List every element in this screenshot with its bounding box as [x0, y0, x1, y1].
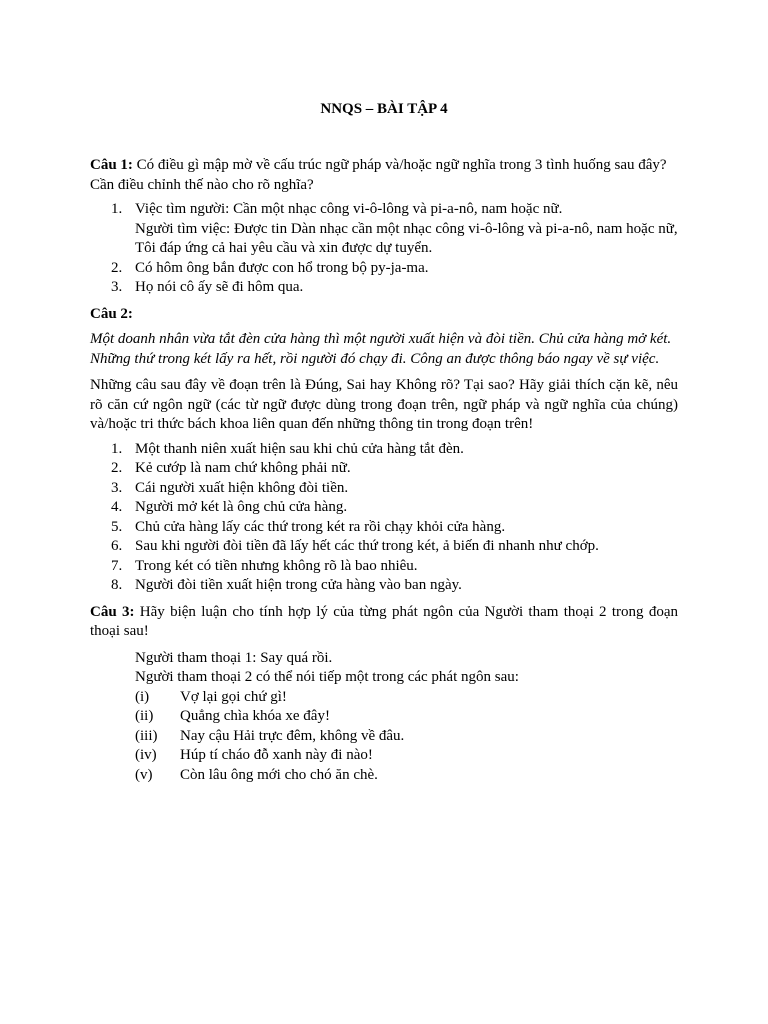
list-number: 3. [111, 479, 123, 496]
list-number: 4. [111, 499, 123, 515]
question-1-text: Có điều gì mập mờ về cấu trúc ngữ pháp và/hoặc ngữ nghĩa trong 3 tình huống sau đây? Cần điều chỉnh thế nào cho rõ nghĩa? [90, 157, 667, 193]
question-3 [90, 603, 678, 642]
list-number: 1. [111, 440, 123, 457]
dialogue-option [135, 746, 678, 766]
option-number: (v) [135, 766, 153, 783]
list-number: 1. [111, 201, 123, 217]
list-item-text: Có hôm ông bắn được con hổ trong bộ py-ja-ma. [135, 259, 429, 276]
list-item [90, 440, 678, 460]
question-3-label: Câu 3: [90, 603, 135, 620]
question-2-heading [90, 305, 678, 325]
question-3-text: Hãy biện luận cho tính hợp lý của từng phát ngôn của Người tham thoại 2 trong đoạn thoại sau! [90, 603, 678, 639]
speaker-2-line: Người tham thoại 2 có thể nói tiếp một trong các phát ngôn sau: [135, 669, 519, 685]
page-title: NNQS – BÀI TẬP 4 [320, 101, 448, 117]
dialogue-block [90, 649, 678, 786]
list-item-text: Họ nói cô ấy sẽ đi hôm qua. [135, 279, 304, 295]
list-number: 2. [111, 460, 123, 476]
question-1-list [90, 200, 678, 298]
dialogue-option [135, 688, 678, 708]
list-item [90, 557, 678, 577]
option-text: Húp tí cháo đỗ xanh này đi nào! [180, 747, 373, 763]
option-text: Nay cậu Hải trực đêm, không về đâu. [180, 727, 405, 744]
question-2-list [90, 440, 678, 596]
list-item-text: Việc tìm người: Cần một nhạc công vi-ô-lông và pi-a-nô, nam hoặc nữ. [135, 201, 563, 217]
option-number: (i) [135, 688, 150, 705]
list-item [90, 498, 678, 518]
question-1-label: Câu 1: [90, 157, 133, 173]
option-text: Quẳng chìa khóa xe đây! [180, 708, 330, 724]
list-item-text: Kẻ cướp là nam chứ không phải nữ. [135, 460, 351, 476]
option-number: (ii) [135, 708, 154, 724]
list-item-text: Người đòi tiền xuất hiện trong cửa hàng vào ban ngày. [135, 577, 462, 593]
list-number: 5. [111, 518, 123, 535]
option-text: Còn lâu ông mới cho chó ăn chè. [180, 766, 378, 783]
list-item [90, 459, 678, 479]
list-number: 8. [111, 577, 123, 593]
question-2-label: Câu 2: [90, 305, 133, 322]
question-2-narrative: Một doanh nhân vừa tắt đèn cửa hàng thì một người xuất hiện và đòi tiền. Chủ cửa hàng mở két. Những thứ trong két lấy ra hết, rồi người đó chạy đi. Công an được thông báo ngay về sự việc. [90, 331, 672, 367]
dialogue-option [135, 766, 678, 786]
list-item [90, 200, 678, 259]
list-item-text: Người tìm việc: Được tin Dàn nhạc cần một nhạc công vi-ô-lông và pi-a-nô, nam hoặc nữ, Tôi đáp ứng cả hai yêu cầu và xin được dự tuyển. [135, 220, 678, 256]
question-2-instruction: Những câu sau đây về đoạn trên là Đúng, Sai hay Không rõ? Tại sao? Hãy giải thích cặn kẽ, nêu rõ căn cứ ngôn ngữ (các từ ngữ được dùng trong đoạn trên, ngữ pháp và ngữ nghĩa của chúng) và/hoặc tri thức bách khoa liên quan đến những thông tin trong đoạn trên! [90, 377, 678, 432]
list-item [90, 278, 678, 298]
speaker-1-line: Người tham thoại 1: Say quá rồi. [135, 649, 333, 666]
list-item-text: Một thanh niên xuất hiện sau khi chủ cửa hàng tắt đèn. [135, 440, 464, 457]
list-number: 2. [111, 259, 123, 276]
question-1 [90, 156, 678, 195]
list-item-text: Sau khi người đòi tiền đã lấy hết các thứ trong két, ả biến đi nhanh như chớp. [135, 538, 599, 554]
option-text: Vợ lại gọi chứ gì! [180, 688, 287, 705]
list-number: 6. [111, 538, 123, 554]
option-number: (iv) [135, 747, 157, 763]
dialogue-option [135, 727, 678, 747]
option-number: (iii) [135, 727, 158, 744]
list-item-text: Chủ cửa hàng lấy các thứ trong két ra rồi chạy khỏi cửa hàng. [135, 518, 506, 535]
list-number: 7. [111, 557, 123, 574]
list-item-text: Cái người xuất hiện không đòi tiền. [135, 479, 349, 496]
document-content [90, 100, 678, 785]
list-item [90, 259, 678, 279]
list-item [90, 576, 678, 596]
list-item-text: Trong két có tiền nhưng không rõ là bao nhiêu. [135, 557, 418, 574]
list-item [90, 479, 678, 499]
list-item [90, 518, 678, 538]
list-item-text: Người mở két là ông chủ cửa hàng. [135, 499, 348, 515]
list-number: 3. [111, 279, 123, 295]
list-item [90, 537, 678, 557]
dialogue-option [135, 707, 678, 727]
